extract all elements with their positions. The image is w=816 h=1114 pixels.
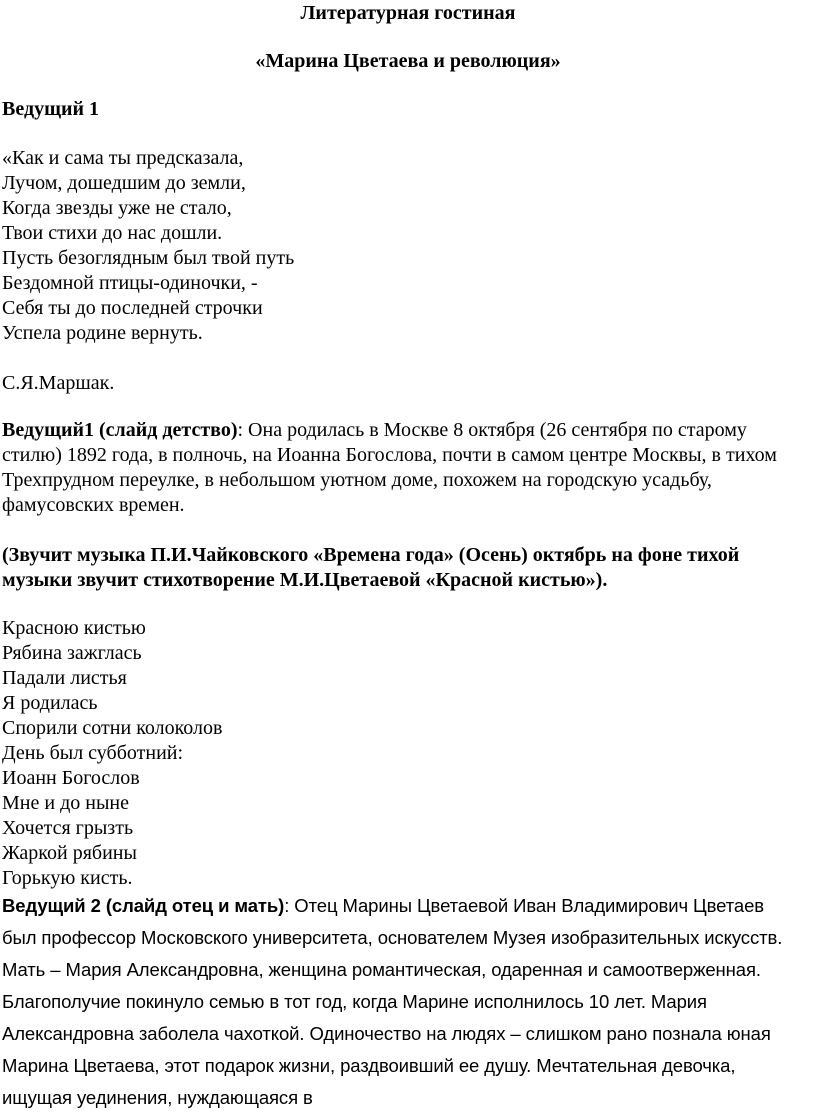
- poem-line: Когда звезды уже не стало,: [2, 197, 232, 219]
- paragraph-childhood: [2, 418, 792, 518]
- poem-line: Хочется грызть: [2, 817, 134, 839]
- poem-line: Твои стихи до нас дошли.: [2, 222, 223, 244]
- stage-direction: (Звучит музыка П.И.Чайковского «Времена года» (Осень) октябрь на фоне тихой музыки звучит стихотворение М.И.Цветаевой «Красной кистью»).: [2, 544, 740, 591]
- poem-line: Я родилась: [2, 692, 98, 714]
- poem-line: Рябина зажглась: [2, 642, 142, 664]
- paragraph-text: : Она родилась в Москве 8 октября (26 сентября по старому стилю) 1892 года, в полночь, на Иоанна Богослова, почти в самом центре Москвы, в тихом Трехпрудном переулке, в небольшом уютном доме, похожем на городскую усадьбу, фамусовских времен.: [2, 419, 777, 516]
- poem-marshak: [2, 146, 792, 346]
- document-title: Литературная гостиная: [300, 2, 516, 24]
- poem-line: Лучом, дошедшим до земли,: [2, 172, 246, 194]
- document-subtitle: «Марина Цветаева и революция»: [255, 50, 561, 72]
- poem-line: Бездомной птицы-одиночки, -: [2, 272, 258, 294]
- poem-tsvetaeva: [2, 616, 792, 891]
- speaker-label: Ведущий1 (слайд детство): [2, 419, 238, 441]
- poem-line: Успела родине вернуть.: [2, 322, 203, 344]
- paragraph-text: : Отец Марины Цветаевой Иван Владимирович Цветаев был профессор Московского университета, основателем Музея изобразительных искусств. Мать – Мария Александровна, женщина романтическая, одаренная и самоотверженная. Благополучие покинуло семью в тот год, когда Марине исполнилось 10 лет. Мария Александровна заболела чахоткой. Одиночество на людях – слишком рано познала юная Марина Цветаева, этот подарок жизни, раздвоивший ее душу. Мечтательная девочка, ищущая уединения, нуждающаяся в: [2, 895, 783, 1108]
- poem-line: Падали листья: [2, 667, 127, 689]
- speaker1-heading: Ведущий 1: [2, 98, 100, 120]
- poem-line: Иоанн Богослов: [2, 767, 140, 789]
- poem-line: Горькую кисть.: [2, 867, 133, 889]
- speaker-label: Ведущий 2 (слайд отец и мать): [2, 895, 285, 916]
- paragraph-parents: [2, 890, 792, 1114]
- poem-line: Пусть безоглядным был твой путь: [2, 247, 295, 269]
- poem-line: Себя ты до последней строчки: [2, 297, 263, 319]
- poem-line: День был субботний:: [2, 742, 184, 764]
- poem-line: Спорили сотни колоколов: [2, 717, 223, 739]
- poem-line: «Как и сама ты предсказала,: [2, 147, 244, 169]
- poem-author: С.Я.Маршак.: [2, 372, 115, 394]
- poem-line: Красною кистью: [2, 617, 146, 639]
- poem-line: Мне и до ныне: [2, 792, 129, 814]
- poem-line: Жаркой рябины: [2, 842, 137, 864]
